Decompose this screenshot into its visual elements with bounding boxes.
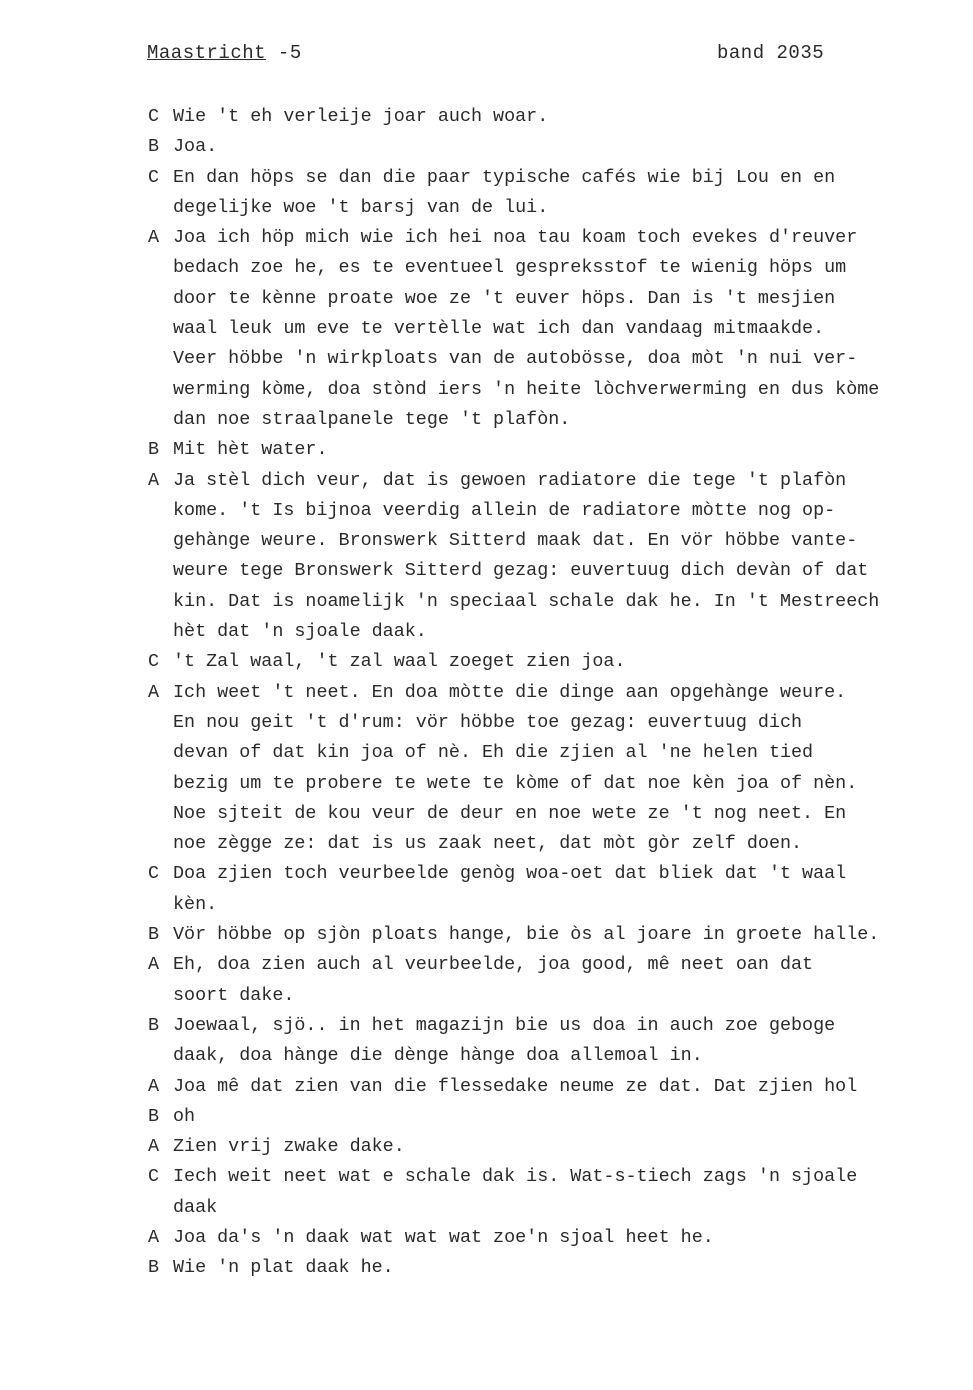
- speaker-code: A: [148, 1075, 160, 1097]
- transcript-line: [0, 981, 973, 1011]
- transcript-line: [0, 314, 973, 344]
- transcript-line: [0, 344, 973, 374]
- transcript-body: [0, 102, 973, 1284]
- transcript-line: [0, 375, 973, 405]
- utterance-text: noe zègge ze: dat is us zaak neet, dat mòt gòr zelf doen.: [173, 833, 803, 855]
- transcript-line: [0, 526, 973, 556]
- utterance-text: Zien vrij zwake dake.: [173, 1136, 405, 1158]
- tape-reference: band 2035: [717, 42, 825, 64]
- utterance-text: Mit hèt water.: [173, 439, 328, 461]
- transcript-line: [0, 253, 973, 283]
- transcript-line: [0, 859, 973, 889]
- page-number: -5: [266, 42, 302, 64]
- transcript-line: [0, 1132, 973, 1162]
- utterance-text: hèt dat 'n sjoale daak.: [173, 621, 427, 643]
- speaker-code: B: [148, 1257, 160, 1279]
- speaker-code: B: [148, 439, 160, 461]
- speaker-code: C: [148, 1166, 160, 1188]
- utterance-text: Iech weit neet wat e schale dak is. Wat-s-tiech zags 'n sjoale: [173, 1166, 858, 1188]
- utterance-text: En dan höps se dan die paar typische cafés wie bij Lou en en: [173, 166, 836, 188]
- transcript-line: [0, 163, 973, 193]
- speaker-code: B: [148, 1105, 160, 1127]
- transcript-line: [0, 829, 973, 859]
- utterance-text: Wie 't eh verleije joar auch woar.: [173, 106, 549, 127]
- utterance-text: En nou geit 't d'rum: vör höbbe toe gezag: euvertuug dich: [173, 711, 803, 733]
- utterance-text: gehànge weure. Bronswerk Sitterd maak dat. En vör höbbe vante-: [173, 530, 858, 552]
- speaker-code: C: [148, 166, 160, 188]
- speaker-code: C: [148, 106, 160, 127]
- speaker-code: C: [148, 651, 160, 673]
- transcript-line: [0, 435, 973, 465]
- speaker-code: A: [148, 681, 160, 703]
- location-title: Maastricht: [147, 42, 267, 64]
- transcript-line: [0, 405, 973, 435]
- utterance-text: Joa da's 'n daak wat wat wat zoe'n sjoal heet he.: [173, 1226, 714, 1248]
- utterance-text: bedach zoe he, es te eventueel gespreksstof te wienig höps um: [173, 257, 847, 279]
- utterance-text: Veer höbbe 'n wirkploats van de autobösse, doa mòt 'n nui ver-: [173, 348, 858, 370]
- transcript-line: [0, 920, 973, 950]
- utterance-text: Wie 'n plat daak he.: [173, 1257, 394, 1279]
- transcript-line: [0, 496, 973, 526]
- transcript-line: [0, 132, 973, 162]
- speaker-code: A: [148, 469, 160, 491]
- utterance-text: weure tege Bronswerk Sitterd gezag: euvertuug dich devàn of dat: [173, 560, 869, 582]
- utterance-text: dan noe straalpanele tege 't plafòn.: [173, 408, 571, 430]
- utterance-text: Eh, doa zien auch al veurbeelde, joa good, mê neet oan dat: [173, 954, 814, 976]
- transcript-line: [0, 284, 973, 314]
- transcript-line: [0, 799, 973, 829]
- speaker-code: A: [148, 227, 160, 249]
- speaker-code: C: [148, 863, 160, 885]
- utterance-text: kin. Dat is noamelijk 'n speciaal schale dak he. In 't Mestreech: [173, 590, 880, 612]
- utterance-text: bezig um te probere te wete te kòme of dat noe kèn joa of nèn.: [173, 772, 858, 794]
- transcript-line: [0, 678, 973, 708]
- speaker-code: B: [148, 1014, 160, 1036]
- transcript-line: [0, 466, 973, 496]
- speaker-code: A: [148, 954, 160, 976]
- speaker-code: A: [148, 1226, 160, 1248]
- transcript-line: [0, 1253, 973, 1283]
- utterance-text: Ich weet 't neet. En doa mòtte die dinge aan opgehànge weure.: [173, 681, 847, 703]
- utterance-text: oh: [173, 1105, 196, 1127]
- transcript-line: [0, 1193, 973, 1223]
- utterance-text: degelijke woe 't barsj van de lui.: [173, 196, 549, 218]
- transcript-line: [0, 769, 973, 799]
- utterance-text: Joewaal, sjö.. in het magazijn bie us doa in auch zoe geboge: [173, 1014, 836, 1036]
- transcript-line: [0, 587, 973, 617]
- transcript-line: [0, 102, 973, 132]
- transcript-line: [0, 617, 973, 647]
- transcript-line: [0, 708, 973, 738]
- utterance-text: waal leuk um eve te vertèlle wat ich dan vandaag mitmaakde.: [173, 318, 825, 340]
- speaker-code: B: [148, 136, 160, 158]
- utterance-text: Ja stèl dich veur, dat is gewoen radiatore die tege 't plafòn: [173, 469, 847, 491]
- utterance-text: Vör höbbe op sjòn ploats hange, bie òs al joare in groete halle.: [173, 924, 880, 946]
- utterance-text: door te kènne proate woe ze 't euver höps. Dan is 't mesjien: [173, 287, 836, 309]
- utterance-text: Noe sjteit de kou veur de deur en noe wete ze 't nog neet. En: [173, 802, 847, 824]
- transcript-line: [0, 647, 973, 677]
- transcript-line: [0, 1072, 973, 1102]
- utterance-text: 't Zal waal, 't zal waal zoeget zien joa.: [173, 651, 626, 673]
- transcript-line: [0, 950, 973, 980]
- transcript-line: [0, 223, 973, 253]
- utterance-text: kèn.: [173, 893, 218, 915]
- transcript-line: [0, 890, 973, 920]
- utterance-text: Joa mê dat zien van die flessedake neume ze dat. Dat zjien hol: [173, 1075, 858, 1097]
- speaker-code: B: [148, 924, 160, 946]
- utterance-text: Doa zjien toch veurbeelde genòg woa-oet dat bliek dat 't waal: [173, 863, 847, 885]
- utterance-text: devan of dat kin joa of nè. Eh die zjien al 'ne helen tied: [173, 742, 814, 764]
- transcript-line: [0, 1102, 973, 1132]
- transcript-line: [0, 1041, 973, 1071]
- utterance-text: Joa.: [173, 136, 218, 158]
- utterance-text: soort dake.: [173, 984, 295, 1006]
- utterance-text: daak: [173, 1196, 218, 1218]
- transcript-line: [0, 193, 973, 223]
- utterance-text: Joa ich höp mich wie ich hei noa tau koam toch evekes d'reuver: [173, 227, 858, 249]
- page-header-left: [147, 42, 302, 64]
- speaker-code: A: [148, 1136, 160, 1158]
- transcript-line: [0, 1223, 973, 1253]
- transcript-line: [0, 1011, 973, 1041]
- utterance-text: werming kòme, doa stònd iers 'n heite lòchverwerming en dus kòme: [173, 378, 880, 400]
- utterance-text: daak, doa hànge die dènge hànge doa allemoal in.: [173, 1045, 703, 1067]
- transcript-line: [0, 556, 973, 586]
- transcript-line: [0, 738, 973, 768]
- utterance-text: kome. 't Is bijnoa veerdig allein de radiatore mòtte nog op-: [173, 499, 836, 521]
- transcript-line: [0, 1162, 973, 1192]
